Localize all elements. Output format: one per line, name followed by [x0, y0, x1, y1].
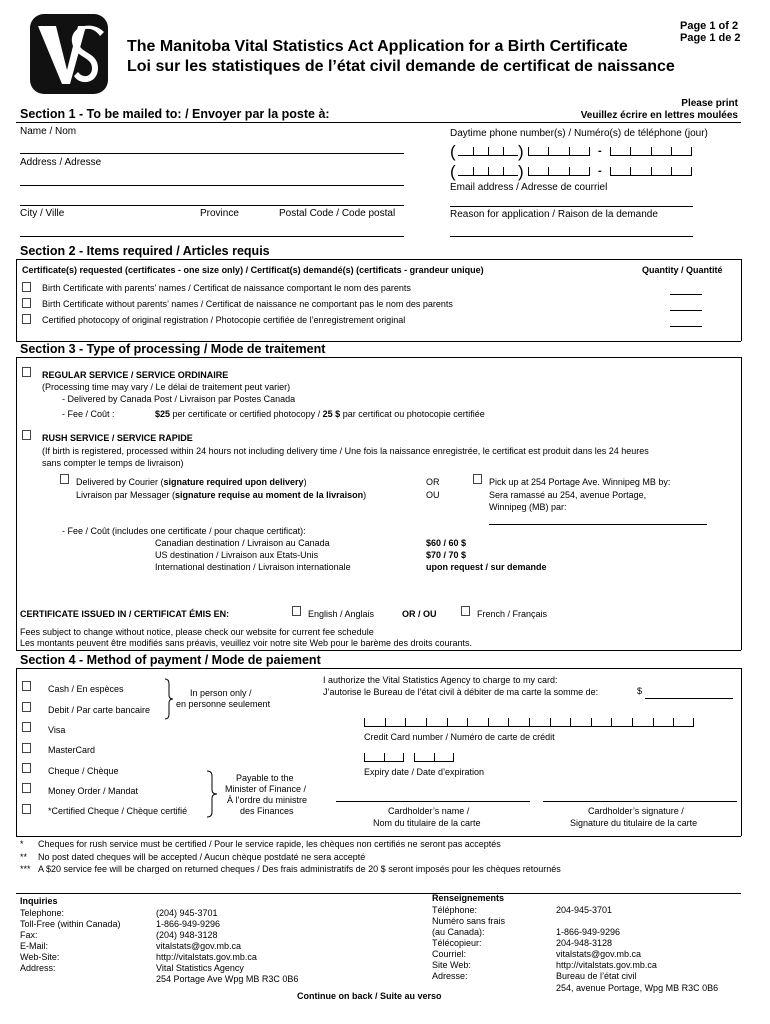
email-label: Email address / Adresse de courriel	[450, 182, 608, 193]
section4-heading: Section 4 - Method of payment / Mode de paiement	[20, 653, 321, 667]
checkbox-courier[interactable]	[60, 474, 69, 484]
price-us: $70 / 70 $	[426, 550, 467, 560]
brace-in-person	[164, 678, 174, 720]
checkbox-debit[interactable]	[22, 702, 31, 712]
address-label: Address / Adresse	[20, 157, 102, 168]
name-field[interactable]	[20, 153, 404, 154]
note-mark-2: **	[20, 852, 28, 862]
checkbox-cash[interactable]	[22, 681, 31, 691]
email-field[interactable]	[450, 206, 693, 207]
payable-4: des Finances	[240, 806, 294, 816]
dest-canada: Canadian destination / Livraison au Canada	[155, 538, 330, 548]
reason-field[interactable]	[450, 236, 693, 237]
pickup-3: Winnipeg (MB) par:	[489, 502, 567, 512]
regular-processing-time: (Processing time may vary / Le délai de traitement peut varier)	[42, 382, 291, 392]
checkbox-regular-service[interactable]	[22, 367, 31, 377]
quantity-field-2[interactable]	[670, 310, 702, 311]
rush-service-title: RUSH SERVICE / SERVICE RAPIDE	[42, 433, 193, 443]
province-label: Province	[200, 208, 239, 219]
cardholder-name-field[interactable]	[336, 801, 530, 802]
phone-line-2[interactable]	[610, 165, 692, 176]
amount-field[interactable]	[645, 698, 733, 699]
phone-line-1[interactable]	[610, 145, 692, 156]
postal-label: Postal Code / Code postal	[279, 208, 396, 219]
form-title-fr: Loi sur les statistiques de l’état civil demande de certificat de naissance	[127, 58, 675, 75]
rush-desc-2: sans compter le temps de livraison)	[42, 458, 184, 468]
inquiries-tollfree-label: Toll-Free (within Canada)	[20, 919, 121, 929]
brace-payable	[206, 770, 218, 818]
inquiries-fax: (204) 948-3128	[156, 930, 218, 940]
pickup-name-field[interactable]	[489, 524, 707, 525]
rens-telephone-label: Téléphone:	[432, 905, 478, 915]
rens-fax: 204-948-3128	[556, 938, 613, 948]
rens-address-label: Adresse:	[432, 971, 468, 981]
expiry-month-field[interactable]	[364, 751, 404, 762]
french-label: French / Français	[477, 609, 548, 619]
inquiries-address-2: 254 Portage Ave Wpg MB R3C 0B6	[156, 974, 299, 984]
card-number-field[interactable]	[364, 716, 694, 727]
payable-3: À l’ordre du ministre	[227, 795, 308, 805]
or-label: OR	[426, 477, 440, 487]
inquiries-email[interactable]: vitalstats@gov.mb.ca	[156, 941, 241, 951]
inquiries-website-label: Web-Site:	[20, 952, 60, 962]
checkbox-visa[interactable]	[22, 722, 31, 732]
english-label: English / Anglais	[308, 609, 375, 619]
rens-canada-label: (au Canada):	[432, 927, 485, 937]
inquiries-email-label: E-Mail:	[20, 941, 49, 951]
dest-us: US destination / Livraison aux Etats-Unis	[155, 550, 319, 560]
rens-tollfree-label: Numéro sans frais	[432, 916, 506, 926]
cardholder-name-1: Cardholder’s name /	[388, 806, 470, 816]
rens-email[interactable]: vitalstats@gov.mb.ca	[556, 949, 641, 959]
checkbox-rush-service[interactable]	[22, 430, 31, 440]
pickup-2: Sera ramassé au 254, avenue Portage,	[489, 490, 647, 500]
note-3: A $20 service fee will be charged on returned cheques / Des frais administratifs de 20 $ seront imposés pour les chèques retournés	[38, 864, 561, 874]
phone-area-1[interactable]	[458, 145, 518, 156]
regular-fee-label: - Fee / Coût :	[62, 409, 115, 419]
form-title-en: The Manitoba Vital Statistics Act Application for a Birth Certificate	[127, 38, 628, 55]
checkbox-mastercard[interactable]	[22, 743, 31, 753]
price-canada: $60 / 60 $	[426, 538, 467, 548]
debit-label: Debit / Par carte bancaire	[48, 705, 151, 715]
name-label: Name / Nom	[20, 126, 77, 137]
rush-fee: - Fee / Coût (includes one certificate / pour chaque certificat):	[62, 526, 306, 536]
phone-paren-open: (	[450, 142, 456, 161]
quantity-field-1[interactable]	[670, 294, 702, 295]
pickup-1: Pick up at 254 Portage Ave. Winnipeg MB by:	[489, 477, 671, 487]
rens-address-1: Bureau de l’état civil	[556, 971, 637, 981]
cardholder-sig-2: Signature du titulaire de la carte	[570, 818, 698, 828]
phone-prefix-1[interactable]	[528, 145, 590, 156]
checkbox-certified-cheque[interactable]	[22, 804, 31, 814]
rens-address-2: 254, avenue Portage, Wpg MB R3C 0B6	[556, 983, 719, 993]
checkbox-english[interactable]	[292, 606, 301, 616]
phone-prefix-2[interactable]	[528, 165, 590, 176]
messager-delivery: Livraison par Messager (signature requise au moment de la livraison)	[76, 490, 367, 500]
regular-service-title: REGULAR SERVICE / SERVICE ORDINAIRE	[42, 370, 229, 380]
city-province-postal-field[interactable]	[20, 236, 404, 237]
page-number-fr: Page 1 de 2	[680, 32, 741, 44]
vs-logo	[30, 14, 108, 94]
mastercard-label: MasterCard	[48, 745, 96, 755]
note-mark-1: *	[20, 839, 24, 849]
authorize-fr: J’autorise le Bureau de l’état civil à débiter de ma carte la somme de:	[323, 687, 599, 697]
reason-label: Reason for application / Raison de la demande	[450, 209, 658, 220]
section2-heading: Section 2 - Items required / Articles requis	[20, 244, 270, 258]
item-birth-without-parents: Birth Certificate without parents’ names / Certificat de naissance ne comportant pas le nom des parents	[42, 299, 453, 309]
rens-email-label: Courriel:	[432, 949, 467, 959]
expiry-label: Expiry date / Date d’expiration	[364, 767, 485, 777]
page-number-en: Page 1 of 2	[680, 20, 739, 32]
regular-fee: $25 per certificate or certified photocopy / 25 $ par certificat ou photocopie certifiée	[155, 409, 485, 419]
or-ou-label: OR / OU	[402, 609, 437, 619]
fees-note-fr: Les montants peuvent être modifiés sans préavis, veuillez voir notre site Web pour le barème des droits courants.	[20, 638, 473, 648]
checkbox-birth-with-parents[interactable]	[22, 282, 31, 292]
inquiries-telephone-label: Telephone:	[20, 908, 65, 918]
fees-note-en: Fees subject to change without notice, please check our website for current fee schedule	[20, 627, 374, 637]
inquiries-fax-label: Fax:	[20, 930, 38, 940]
note-1: Cheques for rush service must be certified / Pour le service rapide, les chèques non certifiés ne seront pas acceptés	[38, 839, 501, 849]
section1-heading: Section 1 - To be mailed to: / Envoyer par la poste à:	[20, 107, 330, 121]
cardholder-name-2: Nom du titulaire de la carte	[373, 818, 481, 828]
item-birth-with-parents: Birth Certificate with parents’ names / Certificat de naissance comportant le nom des parents	[42, 283, 411, 293]
certified-cheque-label: *Certified Cheque / Chèque certifié	[48, 806, 188, 816]
inquiries-tollfree: 1-866-949-9296	[156, 919, 221, 929]
checkbox-french[interactable]	[461, 606, 470, 616]
visa-label: Visa	[48, 725, 66, 735]
in-person-1: In person only /	[190, 688, 252, 698]
payable-1: Payable to the	[236, 773, 294, 783]
authorize-en: I authorize the Vital Statistics Agency to charge to my card:	[323, 675, 558, 685]
rens-telephone: 204-945-3701	[556, 905, 613, 915]
checkbox-pickup[interactable]	[473, 474, 482, 484]
dollar-sign: $	[637, 686, 643, 696]
city-label: City / Ville	[20, 208, 65, 219]
regular-delivered: - Delivered by Canada Post / Livraison par Postes Canada	[62, 394, 296, 404]
rens-website[interactable]: http://vitalstats.gov.mb.ca	[556, 960, 657, 970]
continue-on-back: Continue on back / Suite au verso	[297, 991, 442, 1001]
checkbox-cheque[interactable]	[22, 763, 31, 773]
price-intl: upon request / sur demande	[426, 562, 547, 572]
phone-label: Daytime phone number(s) / Numéro(s) de téléphone (jour)	[450, 128, 708, 139]
inquiries-heading: Inquiries	[20, 896, 58, 906]
please-print-fr: Veuillez écrire en lettres moulées	[580, 110, 738, 121]
inquiries-address-1: Vital Statistics Agency	[156, 963, 244, 973]
checkbox-money-order[interactable]	[22, 783, 31, 793]
payable-2: Minister of Finance /	[225, 784, 307, 794]
courier-delivery: Delivered by Courier (signature required upon delivery)	[76, 477, 307, 487]
dest-intl: International destination / Livraison internationale	[155, 562, 351, 572]
card-number-label: Credit Card number / Numéro de carte de crédit	[364, 732, 555, 742]
inquiries-address-label: Address:	[20, 963, 56, 973]
item-certified-photocopy: Certified photocopy of original registration / Photocopie certifiée de l’enregistrement original	[42, 315, 406, 325]
checkbox-birth-without-parents[interactable]	[22, 298, 31, 308]
rush-desc-1: (If birth is registered, processed within 24 hours not including delivery time / Une fois la naissance enregistrée, le certificat est produit dans les 24 heures	[42, 446, 649, 456]
address-field[interactable]	[20, 185, 404, 186]
inquiries-website[interactable]: http://vitalstats.gov.mb.ca	[156, 952, 257, 962]
cash-label: Cash / En espèces	[48, 684, 124, 694]
please-print: Please print	[681, 98, 738, 109]
certificate-issued-in: CERTIFICATE ISSUED IN / CERTIFICAT ÉMIS EN:	[20, 609, 230, 619]
renseignements-heading: Renseignements	[432, 893, 505, 903]
note-mark-3: ***	[20, 864, 31, 874]
section3-heading: Section 3 - Type of processing / Mode de traitement	[20, 342, 326, 356]
in-person-2: en personne seulement	[176, 699, 271, 709]
note-2: No post dated cheques will be accepted / Aucun chèque postdaté ne sera accepté	[38, 852, 366, 862]
cardholder-signature-field[interactable]	[543, 801, 737, 802]
rens-website-label: Site Web:	[432, 960, 471, 970]
cheque-label: Cheque / Chèque	[48, 766, 119, 776]
expiry-year-field[interactable]	[414, 751, 454, 762]
ou-label: OU	[426, 490, 440, 500]
phone-paren-close: )	[518, 142, 524, 161]
rens-fax-label: Télécopieur:	[432, 938, 482, 948]
address-field-2[interactable]	[20, 205, 404, 206]
certificates-requested: Certificate(s) requested (certificates - one size only) / Certificat(s) demandé(s) (certificats - grandeur unique)	[22, 265, 484, 275]
inquiries-telephone: (204) 945-3701	[156, 908, 218, 918]
rens-tollfree: 1-866-949-9296	[556, 927, 621, 937]
quantity-field-3[interactable]	[670, 326, 702, 327]
cardholder-sig-1: Cardholder’s signature /	[588, 806, 684, 816]
phone-area-2[interactable]	[458, 165, 518, 176]
checkbox-certified-photocopy[interactable]	[22, 314, 31, 324]
quantity-header: Quantity / Quantité	[642, 265, 723, 275]
money-order-label: Money Order / Mandat	[48, 786, 139, 796]
